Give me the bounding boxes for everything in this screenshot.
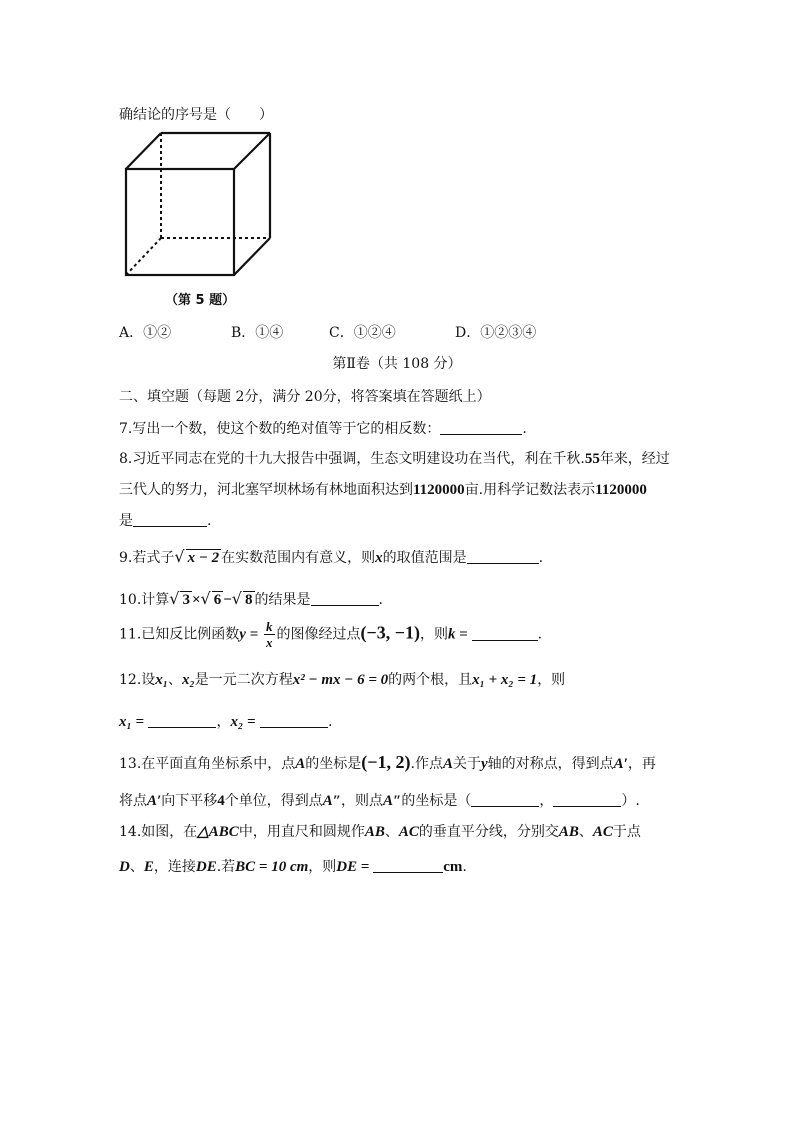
figure-caption: （第 5 题） <box>165 293 236 308</box>
answer-blank[interactable] <box>373 858 443 873</box>
section-heading: 二、填空题（每题 2分，满分 20分，将答案填在答题纸上） <box>119 389 491 405</box>
question-14-line1: 14.如图，在△ABC中，用直尺和圆规作AB、AC的垂直平分线，分别交AB、AC于点 <box>119 824 641 840</box>
cube-front-face <box>126 169 234 275</box>
answer-blank[interactable] <box>133 512 207 527</box>
cube-figure <box>115 128 275 313</box>
question-13-line1: 13.在平面直角坐标系中，点A的坐标是(−1, 2).作点A关于y轴的对称点，得到点A′，再 <box>119 752 656 772</box>
answer-blank[interactable] <box>260 713 328 728</box>
question-9: 9.若式子√ x − 2 在实数范围内有意义，则x的取值范围是 . <box>119 547 544 566</box>
question-11: 11.已知反比例函数y = $\frac{k}{x}$ 的图像经过点(−3, −1)，则k = . <box>119 619 543 650</box>
cube-edge <box>126 133 161 169</box>
fraction-k-over-x: $\frac{k}{x}$ <box>266 619 273 650</box>
answer-blank[interactable] <box>440 420 522 435</box>
q7-text: 7.写出一个数，使这个数的绝对值等于它的相反数： <box>119 421 441 437</box>
question-8-line3: 是 . <box>119 513 212 529</box>
option-c: C．①②④ <box>329 325 396 341</box>
question-13-line2: 将点A′向下平移4个单位，得到点A″，则点A″的坐标是（ ， ）. <box>119 793 640 809</box>
answer-blank[interactable] <box>472 626 538 641</box>
option-a: A．①② <box>119 325 172 341</box>
question-8-line2: 三代人的努力，河北塞罕坝林场有林地面积达到1120000亩.用科学记数法表示1120000 <box>119 482 647 498</box>
answer-blank[interactable] <box>471 792 539 807</box>
question-12: 12.设x₁、x₂是一元二次方程x² − mx − 6 = 0的两个根，且x₁ + x₂ = 1，则 <box>119 672 566 688</box>
answer-blank[interactable] <box>467 549 539 564</box>
answer-blank[interactable] <box>553 792 621 807</box>
question-10: 10.计算√ 3 ×√ 6 −√ 8 的结果是 . <box>119 589 383 608</box>
option-d: D．①②③④ <box>455 325 537 341</box>
question-intro: 确结论的序号是（ ） <box>119 107 273 123</box>
cube-hidden-edge <box>126 238 161 275</box>
cube-edge <box>234 238 270 275</box>
option-b: B．①④ <box>231 325 284 341</box>
answer-blank[interactable] <box>148 713 216 728</box>
cube-edge <box>234 133 270 169</box>
answer-blank[interactable] <box>311 591 379 606</box>
question-7: 7.写出一个数，使这个数的绝对值等于它的相反数： . <box>119 421 527 437</box>
question-14-line2: D、E，连接DE.若BC = 10 cm，则DE = cm. <box>119 859 467 875</box>
section-title: 第Ⅱ卷（共 108 分） <box>332 356 462 372</box>
question-12-answers: x₁ = ，x₂ = . <box>119 714 333 730</box>
question-8-line1: 8.习近平同志在党的十九大报告中强调，生态文明建设功在当代，利在千秋.55年来，经过 <box>119 451 670 467</box>
